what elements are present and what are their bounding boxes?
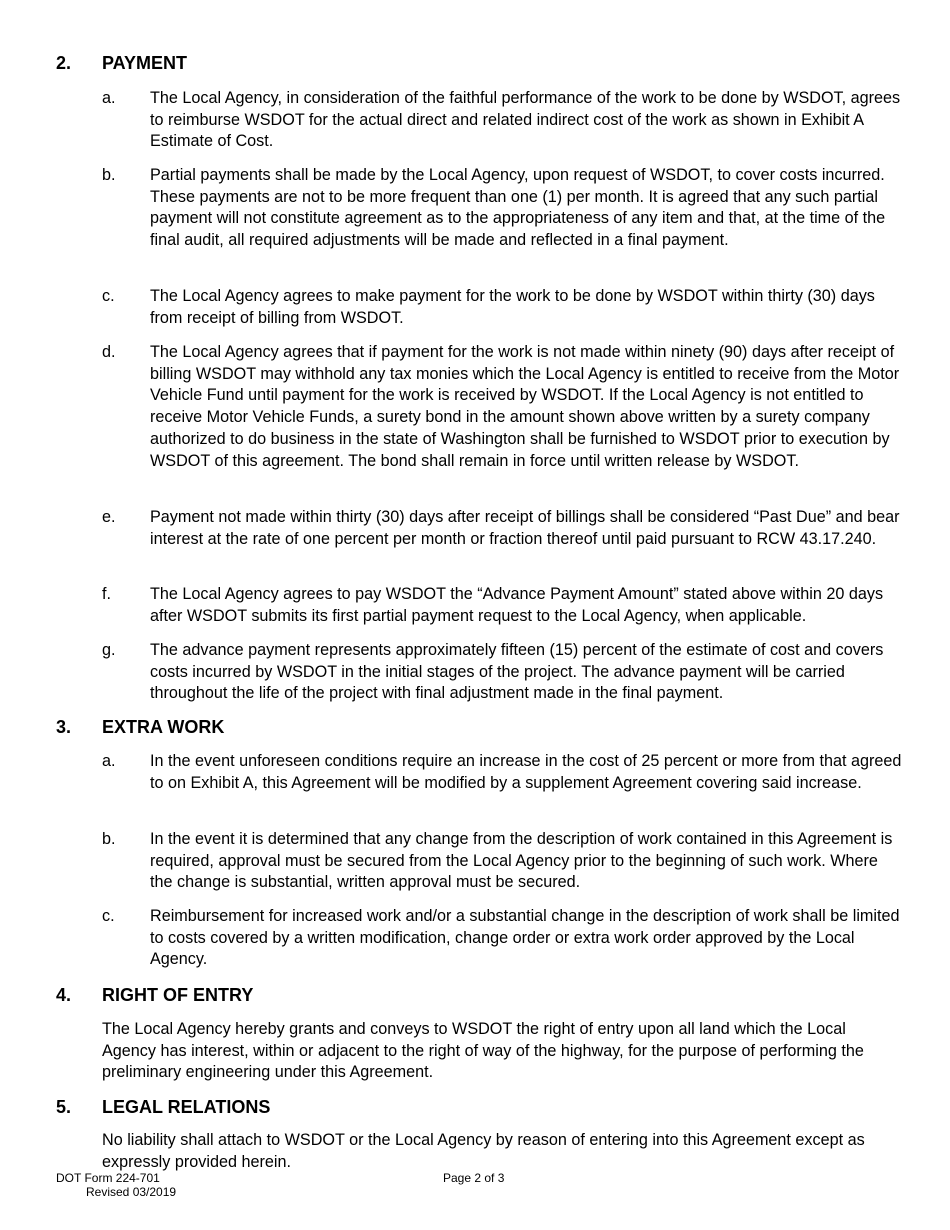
list-item — [102, 88, 902, 153]
item-text: In the event unforeseen conditions require an increase in the cost of 25 percent or more from that agreed to on Exhibit A, this Agreement will be modified by a supplement Agreement covering said increase. — [150, 752, 902, 792]
section-paragraph: No liability shall attach to WSDOT or the Local Agency by reason of entering into this Agreement except as expressly provided herein. — [102, 1131, 865, 1171]
footer-form-number: DOT Form 224-701 — [56, 1171, 160, 1185]
section-title: LEGAL RELATIONS — [102, 1097, 271, 1117]
item-text: The Local Agency, in consideration of the faithful performance of the work to be done by WSDOT, agrees to reimburse WSDOT for the actual direct and related indirect cost of the work as shown in Exhibit A Estimate of Cost. — [150, 89, 901, 151]
section-title: PAYMENT — [102, 53, 188, 73]
list-item — [102, 640, 902, 705]
item-letter: b. — [102, 166, 116, 184]
list-item — [102, 829, 902, 894]
item-letter: a. — [102, 752, 116, 770]
section-title: EXTRA WORK — [102, 717, 225, 737]
section-number: 4. — [56, 985, 72, 1005]
item-letter: a. — [102, 89, 116, 107]
section-title: RIGHT OF ENTRY — [102, 985, 254, 1005]
list-item — [102, 507, 902, 550]
item-text: Payment not made within thirty (30) days after receipt of billings shall be considered “Past Due” and bear interest at the rate of one percent per month or fraction thereof until paid pursuant to RCW 43.17.240. — [150, 508, 900, 548]
section-number: 2. — [56, 53, 72, 73]
list-item — [102, 342, 902, 472]
item-text: Partial payments shall be made by the Local Agency, upon request of WSDOT, to cover costs incurred. These payments are not to be more frequent than one (1) per month. It is agreed that any such partial payment will not constitute agreement as to the appropriateness of any item and that, at the time of the final audit, all required adjustments will be made and reflected in a final payment. — [150, 166, 886, 250]
list-item — [102, 906, 902, 971]
item-letter: b. — [102, 830, 116, 848]
section-number: 3. — [56, 717, 72, 737]
item-letter: d. — [102, 343, 116, 361]
item-letter: c. — [102, 907, 115, 925]
item-letter: c. — [102, 287, 115, 305]
list-item — [102, 286, 902, 329]
item-letter: e. — [102, 508, 116, 526]
item-text: Reimbursement for increased work and/or a substantial change in the description of work shall be limited to costs covered by a written modification, change order or extra work order approved by the Local Agency. — [150, 907, 900, 969]
section-paragraph: The Local Agency hereby grants and conveys to WSDOT the right of entry upon all land which the Local Agency has interest, within or adjacent to the right of way of the highway, for the purpose of performing the preliminary engineering under this Agreement. — [102, 1020, 864, 1082]
list-item — [102, 751, 902, 794]
item-text: The Local Agency agrees to pay WSDOT the “Advance Payment Amount” stated above within 20 days after WSDOT submits its first partial payment request to the Local Agency, when applicable. — [150, 585, 884, 625]
section-number: 5. — [56, 1097, 72, 1117]
item-text: The Local Agency agrees to make payment for the work to be done by WSDOT within thirty (30) days from receipt of billing from WSDOT. — [150, 287, 875, 327]
footer-revised-date: Revised 03/2019 — [86, 1185, 177, 1199]
item-letter: f. — [102, 585, 111, 603]
item-text: In the event it is determined that any change from the description of work contained in this Agreement is required, approval must be secured from the Local Agency prior to the beginning of such work. Where the change is substantial, written approval must be secured. — [150, 830, 893, 892]
item-text: The Local Agency agrees that if payment for the work is not made within ninety (90) days after receipt of billing WSDOT may withhold any tax monies which the Local Agency is entitled to receive from the Motor Vehicle Fund until payment for the work is received by WSDOT. If the Local Agency is not entitled to receive Motor Vehicle Funds, a surety bond in the amount shown above written by a surety company authorized to do business in the state of Washington shall be furnished to WSDOT prior to execution by WSDOT of this agreement. The bond shall remain in force until written release by WSDOT. — [150, 343, 900, 470]
footer-page-number: Page 2 of 3 — [443, 1171, 505, 1185]
item-letter: g. — [102, 641, 116, 659]
list-item — [102, 165, 902, 252]
item-text: The advance payment represents approximately fifteen (15) percent of the estimate of cost and covers costs incurred by WSDOT in the initial stages of the project. The advance payment will be carried throughout the life of the project with final adjustment made in the final payment. — [150, 641, 884, 703]
list-item — [102, 584, 902, 627]
